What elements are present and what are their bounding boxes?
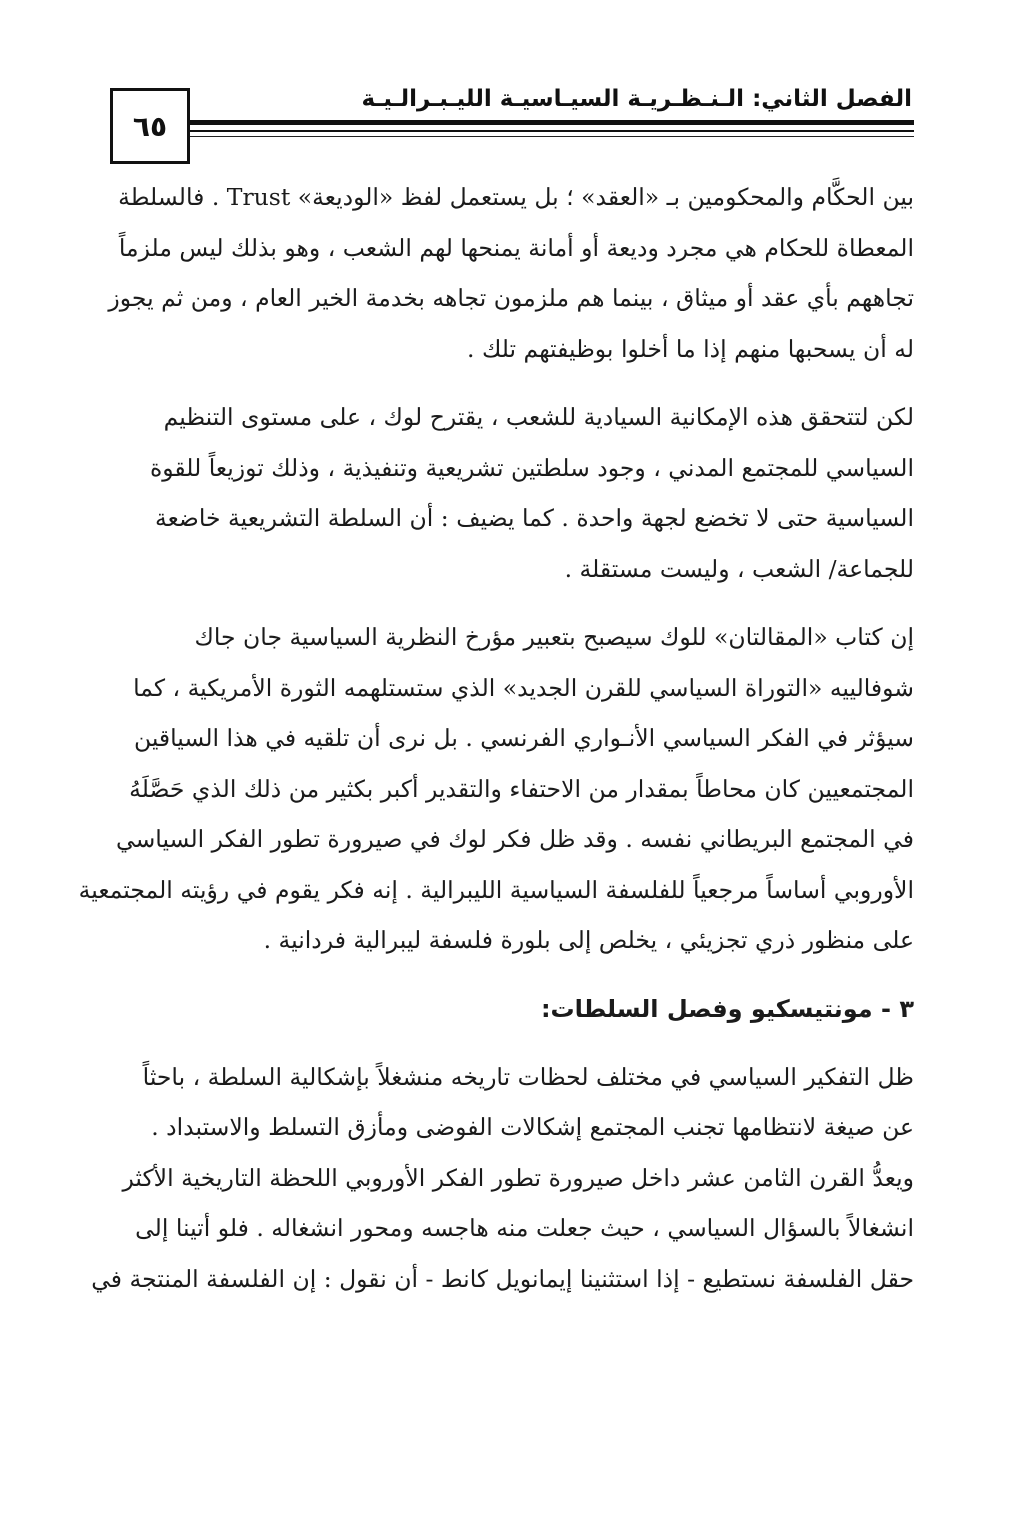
text-line: إن كتاب «المقالتان» للوك سيصبح بتعبير مؤرخ النظرية السياسية جان جاك (194, 623, 914, 651)
paragraph-1 (108, 172, 914, 374)
chapter-title: الفصل الثاني: الـنـظـريـة السيـاسيـة الليـبـرالـيـة (361, 86, 912, 112)
text-line: سيؤثر في الفكر السياسي الأنـواري الفرنسي . بل نرى أن تلقيه في هذا السياقين (133, 724, 914, 752)
header-rule-thin (120, 130, 914, 132)
text-line: لكن لتتحقق هذه الإمكانية السيادية للشعب ، يقترح لوك ، على مستوى التنظيم (163, 403, 914, 431)
paragraph-2 (114, 392, 914, 594)
text-line: للجماعة/ الشعب ، وليست مستقلة . (564, 554, 914, 583)
body-text (78, 172, 914, 1322)
text-line: شوفالييه «التوراة السياسي للقرن الجديد» الذي ستستلهمه الثورة الأمريكية ، كما (133, 673, 914, 702)
paragraph-4 (91, 1052, 914, 1305)
paragraph-3 (78, 612, 914, 966)
text-line: السياسي للمجتمع المدني ، وجود سلطتين تشريعية وتنفيذية ، وذلك توزيعاً للقوة (149, 453, 914, 482)
text-line: عن صيغة لانتظامها تجنب المجتمع إشكالات الفوضى ومأزق التسلط والاستبداد . (151, 1113, 914, 1141)
text-line: ويعدُّ القرن الثامن عشر داخل صيرورة تطور الفكر الأوروبي اللحظة التاريخية الأكثر (122, 1163, 914, 1192)
text-line: في المجتمع البريطاني نفسه . وقد ظل فكر لوك في صيرورة تطور الفكر السياسي (116, 825, 914, 853)
text-line: تجاههم بأي عقد أو ميثاق ، بينما هم ملزمون تجاهه بخدمة الخير العام ، ومن ثم يجوز (108, 284, 914, 312)
text-line: السياسية حتى لا تخضع لجهة واحدة . كما يضيف : أن السلطة التشريعية خاضعة (154, 504, 914, 532)
page-number: ٦٥ (132, 109, 168, 143)
section-heading: ٣ - مونتيسكيو وفصل السلطات: (540, 994, 914, 1023)
text-line: على منظور ذري تجزيئي ، يخلص إلى بلورة فلسفة ليبرالية فردانية . (263, 926, 914, 954)
text-line: المعطاة للحكام هي مجرد وديعة أو أمانة يمنحها لهم الشعب ، وهو بذلك ليس ملزماً (118, 233, 914, 262)
text-line: حقل الفلسفة نستطيع - إذا استثنينا إيمانويل كانط - أن نقول : إن الفلسفة المنتجة في (91, 1264, 914, 1293)
text-line: الأوروبي أساساً مرجعياً للفلسفة السياسية الليبرالية . إنه فكر يقوم في رؤيته المجتمعية (78, 875, 914, 904)
text-line: بين الحكَّام والمحكومين بـ «العقد» ؛ بل يستعمل لفظ «الوديعة» Trust . فالسلطة (118, 183, 914, 211)
text-line: ظل التفكير السياسي في مختلف لحظات تاريخه منشغلاً بإشكالية السلطة ، باحثاً (142, 1062, 914, 1091)
text-line: له أن يسحبها منهم إذا ما أخلوا بوظيفتهم تلك . (467, 334, 914, 363)
header-rule-thick (120, 120, 914, 125)
header-rule-thin-2 (120, 136, 914, 137)
page-number-box (110, 88, 190, 164)
text-line: انشغالاً بالسؤال السياسي ، حيث جعلت منه هاجسه ومحور انشغاله . فلو أتينا إلى (135, 1214, 914, 1242)
text-line: المجتمعيين كان محاطاً بمقدار من الاحتفاء والتقدير أكبر بكثير من ذلك الذي حَصَّلَهُ (129, 774, 914, 803)
